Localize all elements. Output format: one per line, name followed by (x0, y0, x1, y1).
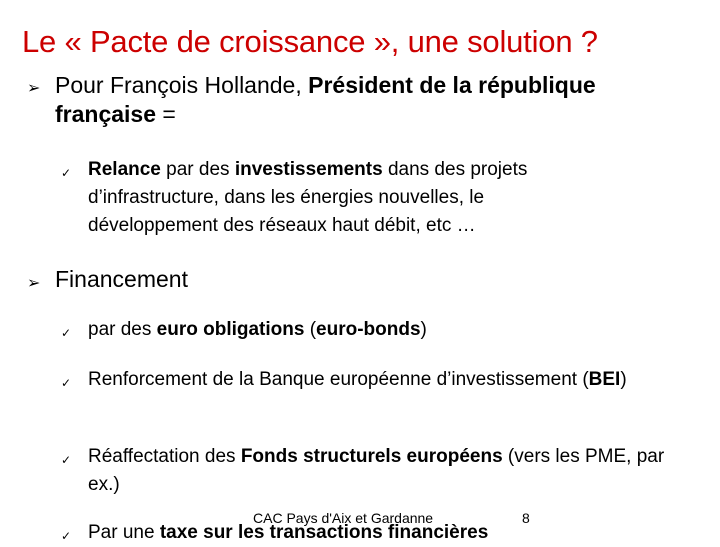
bullet-1: Pour François Hollande, Président de la république française = (55, 72, 596, 127)
checkmark-icon: ✓ (61, 529, 72, 543)
checkmark-icon: ✓ (61, 166, 72, 180)
checkmark-icon: ✓ (61, 376, 72, 390)
bullet-2: Financement (55, 266, 188, 292)
slide-title: Le « Pacte de croissance », une solution ? (22, 24, 598, 59)
footer-text: CAC Pays d'Aix et Gardanne (253, 510, 434, 526)
page-number: 8 (522, 510, 530, 526)
sub-bullet-2-4: Par une taxe sur les transactions financières (88, 522, 489, 543)
sub-bullet-2-3: Réaffectation des Fonds structurels européens (vers les PME, par ex.) (88, 446, 665, 495)
arrowhead-bullet-icon: ➢ (27, 275, 41, 292)
sub-bullet-1-1: Relance par des investissements dans des projets d’infrastructure, dans les énergies nouvelles, le développement des réseaux haut débit, etc … (88, 159, 528, 236)
checkmark-icon: ✓ (61, 326, 72, 340)
sub-bullet-2-2: Renforcement de la Banque européenne d’investissement (BEI) (88, 369, 627, 390)
sub-bullet-2-1: par des euro obligations (euro-bonds) (88, 319, 427, 340)
arrowhead-bullet-icon: ➢ (27, 80, 41, 97)
checkmark-icon: ✓ (61, 453, 72, 467)
